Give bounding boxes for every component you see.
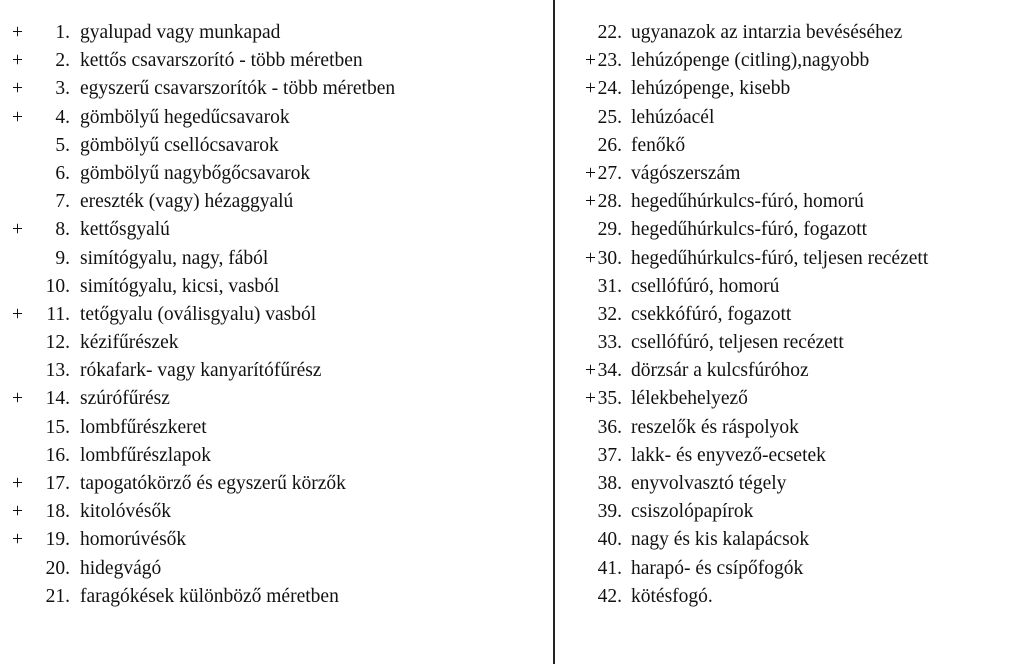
item-text: hegedűhúrkulcs-fúró, homorú xyxy=(631,191,864,213)
item-text: csekkófúró, fogazott xyxy=(631,303,792,325)
item-text: hegedűhúrkulcs-fúró, teljesen recézett xyxy=(631,247,929,269)
plus-marker: + xyxy=(12,219,23,241)
item-number: 26. xyxy=(597,134,622,156)
list-item xyxy=(585,47,1020,75)
item-number: 13. xyxy=(45,360,70,382)
list-item xyxy=(12,273,547,301)
item-number: 37. xyxy=(597,444,622,466)
list-item xyxy=(585,104,1020,132)
item-text: harapó- és csípőfogók xyxy=(631,557,804,579)
list-item xyxy=(585,414,1020,442)
item-number: 33. xyxy=(597,332,622,354)
list-item xyxy=(585,160,1020,188)
item-number: 7. xyxy=(55,191,70,213)
item-number: 35. xyxy=(597,388,622,410)
item-number: 5. xyxy=(55,134,70,156)
item-number: 20. xyxy=(45,557,70,579)
item-number: 6. xyxy=(55,162,70,184)
item-text: szúrófűrész xyxy=(80,388,170,410)
item-text: rókafark- vagy kanyarítófűrész xyxy=(80,360,322,382)
item-number: 21. xyxy=(45,585,70,607)
item-text: kettősgyalú xyxy=(80,219,170,241)
item-text: kötésfogó. xyxy=(631,585,713,607)
item-number: 18. xyxy=(45,501,70,523)
item-text: lehúzóacél xyxy=(631,106,715,128)
list-item xyxy=(585,188,1020,216)
plus-marker: + xyxy=(12,106,23,128)
item-number: 24. xyxy=(597,78,622,100)
list-item xyxy=(12,132,547,160)
item-text: nagy és kis kalapácsok xyxy=(631,529,810,551)
item-number: 36. xyxy=(597,416,622,438)
item-text: gömbölyű csellócsavarok xyxy=(80,134,279,156)
item-text: tetőgyalu (oválisgyalu) vasból xyxy=(80,303,317,325)
list-item xyxy=(12,442,547,470)
plus-marker: + xyxy=(12,529,23,551)
item-number: 9. xyxy=(55,247,70,269)
item-number: 17. xyxy=(45,473,70,494)
list-item xyxy=(12,470,547,498)
list-item xyxy=(585,442,1020,470)
list-item xyxy=(12,19,547,47)
list-item xyxy=(12,583,547,611)
item-number: 19. xyxy=(45,529,70,551)
right-column-list xyxy=(585,19,1020,611)
plus-marker: + xyxy=(12,303,23,325)
item-number: 29. xyxy=(597,219,622,241)
item-number: 40. xyxy=(597,529,622,551)
plus-marker: + xyxy=(585,78,596,100)
list-item xyxy=(12,245,547,273)
item-number: 4. xyxy=(55,106,70,128)
list-item xyxy=(12,498,547,526)
list-item xyxy=(585,301,1020,329)
item-number: 2. xyxy=(55,50,70,72)
list-item xyxy=(12,526,547,554)
item-text: csellófúró, teljesen recézett xyxy=(631,332,844,354)
plus-marker: + xyxy=(12,22,23,43)
item-number: 14. xyxy=(45,388,70,410)
item-number: 16. xyxy=(45,444,70,466)
item-number: 8. xyxy=(55,219,70,241)
list-item xyxy=(585,75,1020,103)
list-item xyxy=(585,329,1020,357)
list-item xyxy=(585,470,1020,498)
plus-marker: + xyxy=(12,78,23,100)
plus-marker: + xyxy=(12,501,23,523)
list-item xyxy=(12,216,547,244)
list-item xyxy=(12,555,547,583)
list-item xyxy=(12,414,547,442)
item-text: lélekbehelyező xyxy=(631,388,748,410)
item-text: kettős csavarszorító - több méretben xyxy=(80,50,363,72)
item-text: dörzsár a kulcsfúróhoz xyxy=(631,360,809,382)
list-item xyxy=(12,75,547,103)
list-item xyxy=(12,160,547,188)
item-text: simítógyalu, kicsi, vasból xyxy=(80,275,280,297)
list-item xyxy=(12,385,547,413)
list-item xyxy=(585,19,1020,47)
item-text: homorúvésők xyxy=(80,529,187,551)
item-number: 10. xyxy=(45,275,70,297)
plus-marker: + xyxy=(585,162,596,184)
item-number: 34. xyxy=(597,360,622,382)
list-item xyxy=(12,329,547,357)
list-item xyxy=(585,498,1020,526)
item-text: reszelők és ráspolyok xyxy=(631,416,799,438)
item-text: egyszerű csavarszorítók - több méretben xyxy=(80,78,396,100)
plus-marker: + xyxy=(12,50,23,72)
item-text: ugyanazok az intarzia bevéséséhez xyxy=(631,22,903,43)
item-number: 32. xyxy=(597,303,622,325)
item-number: 27. xyxy=(597,162,622,184)
item-number: 30. xyxy=(597,247,622,269)
plus-marker: + xyxy=(12,473,23,494)
item-text: lehúzópenge (citling),nagyobb xyxy=(631,50,870,72)
item-number: 28. xyxy=(597,191,622,213)
list-item xyxy=(585,555,1020,583)
item-number: 3. xyxy=(55,78,70,100)
list-item xyxy=(585,245,1020,273)
item-text: kitolóvésők xyxy=(80,501,171,523)
list-item xyxy=(12,104,547,132)
item-number: 31. xyxy=(597,275,622,297)
left-column-list xyxy=(12,19,547,611)
item-text: lombfűrészkeret xyxy=(80,416,207,438)
list-item xyxy=(12,301,547,329)
item-text: lehúzópenge, kisebb xyxy=(631,78,791,100)
item-text: vágószerszám xyxy=(631,162,741,184)
list-item xyxy=(12,47,547,75)
item-number: 15. xyxy=(45,416,70,438)
item-text: kézifűrészek xyxy=(80,332,179,354)
item-text: gyalupad vagy munkapad xyxy=(80,22,281,43)
item-number: 41. xyxy=(597,557,622,579)
item-text: csellófúró, homorú xyxy=(631,275,780,297)
column-divider xyxy=(553,0,555,664)
item-text: hegedűhúrkulcs-fúró, fogazott xyxy=(631,219,868,241)
item-text: fenőkő xyxy=(631,134,686,156)
item-text: enyvolvasztó tégely xyxy=(631,473,787,494)
list-item xyxy=(585,385,1020,413)
item-number: 39. xyxy=(597,501,622,523)
list-item xyxy=(585,357,1020,385)
plus-marker: + xyxy=(585,360,596,382)
plus-marker: + xyxy=(12,388,23,410)
list-item xyxy=(12,357,547,385)
item-text: csiszolópapírok xyxy=(631,501,754,523)
item-number: 25. xyxy=(597,106,622,128)
item-number: 23. xyxy=(597,50,622,72)
list-item xyxy=(12,188,547,216)
item-text: ereszték (vagy) hézaggyalú xyxy=(80,191,294,213)
item-text: lombfűrészlapok xyxy=(80,444,212,466)
item-number: 12. xyxy=(45,332,70,354)
plus-marker: + xyxy=(585,50,596,72)
plus-marker: + xyxy=(585,191,596,213)
item-number: 22. xyxy=(597,22,622,43)
item-number: 38. xyxy=(597,473,622,494)
item-number: 1. xyxy=(55,22,70,43)
list-item xyxy=(585,273,1020,301)
list-item xyxy=(585,583,1020,611)
item-number: 42. xyxy=(597,585,622,607)
item-text: gömbölyű nagybőgőcsavarok xyxy=(80,162,311,184)
item-text: tapogatókörző és egyszerű körzők xyxy=(80,473,346,494)
item-text: simítógyalu, nagy, fából xyxy=(80,247,269,269)
plus-marker: + xyxy=(585,247,596,269)
list-item xyxy=(585,216,1020,244)
item-text: hidegvágó xyxy=(80,557,162,579)
list-item xyxy=(585,132,1020,160)
list-item xyxy=(585,526,1020,554)
item-text: faragókések különböző méretben xyxy=(80,585,339,607)
plus-marker: + xyxy=(585,388,596,410)
item-text: lakk- és enyvező-ecsetek xyxy=(631,444,826,466)
item-number: 11. xyxy=(46,303,70,325)
item-text: gömbölyű hegedűcsavarok xyxy=(80,106,290,128)
